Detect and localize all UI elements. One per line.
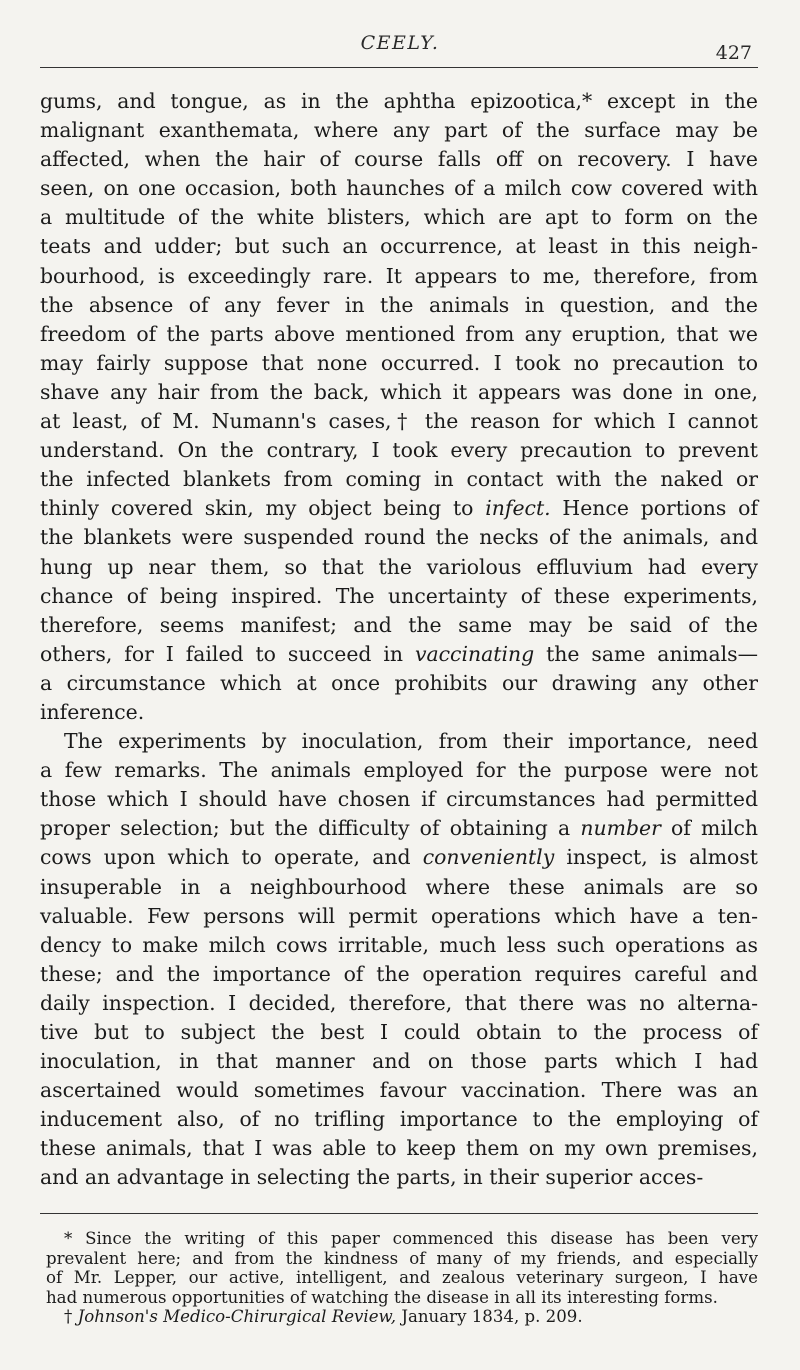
- text-run: hung up near them, so that the variolous effluvium had every: [40, 554, 758, 579]
- text-line: [40, 494, 758, 523]
- text-run: the infected blankets from coming in contact with the naked or: [40, 467, 758, 492]
- text-run: The experiments by inoculation, from their importance, need: [64, 729, 758, 754]
- text-run: malignant exanthemata, where any part of the surface may be: [40, 118, 758, 143]
- text-run: * Since the writing of this paper commenced this disease has been very: [64, 1229, 758, 1248]
- text-line: [40, 814, 758, 843]
- text-run: shave any hair from the back, which it appears was done in one,: [40, 379, 758, 404]
- text-line: [40, 611, 758, 640]
- text-line: [40, 1134, 758, 1163]
- text-line: [40, 523, 758, 552]
- text-line: [40, 931, 758, 960]
- footnote-line: [46, 1249, 758, 1269]
- text-line: [40, 232, 758, 261]
- text-line: [40, 465, 758, 494]
- text-line: [40, 407, 758, 436]
- text-run: gums, and tongue, as in the aphtha epizootica,* except in the: [40, 89, 758, 113]
- text-run: a circumstance which at once prohibits our drawing any other: [40, 670, 758, 695]
- text-run: cows upon which to operate, and: [40, 845, 423, 870]
- text-run: others, for I failed to succeed in: [40, 641, 415, 666]
- text-line: [40, 669, 758, 698]
- header-rule: [40, 67, 758, 68]
- text-run: had numerous opportunities of watching the disease in all its interesting forms.: [46, 1287, 718, 1307]
- page-number: 427: [715, 42, 752, 64]
- text-run: may fairly suppose that none occurred. I took no precaution to: [40, 350, 758, 375]
- text-line: [40, 873, 758, 902]
- text-line: [40, 785, 758, 814]
- text-run: the same animals—: [534, 641, 758, 666]
- footnote-line: [46, 1268, 758, 1288]
- text-run: chance of being inspired. The uncertainty of these experiments,: [40, 583, 758, 608]
- text-run: seen, on one occasion, both haunches of a milch cow covered with: [40, 176, 758, 201]
- text-run: Hence portions of: [550, 496, 758, 521]
- text-run: inducement also, of no trifling importance to the employing of: [40, 1107, 758, 1132]
- text-run: of milch: [660, 816, 758, 841]
- text-run: bourhood, is exceedingly rare. It appears to me, therefore, from: [40, 263, 758, 288]
- text-run: insuperable in a neighbourhood where these animals are so: [40, 874, 758, 899]
- text-line: [40, 320, 758, 349]
- text-line: [40, 902, 758, 931]
- text-line: [40, 87, 758, 116]
- text-line: [40, 698, 758, 727]
- text-run: thinly covered skin, my object being to: [40, 496, 486, 521]
- text-run: proper selection; but the difficulty of obtaining a: [40, 816, 581, 841]
- text-run: a few remarks. The animals employed for the purpose were not: [40, 758, 758, 783]
- text-run: these; and the importance of the operation requires careful and: [40, 961, 758, 986]
- text-run: affected, when the hair of course falls off on recovery. I have: [40, 147, 758, 172]
- text-run: those which I should have chosen if circumstances had permitted: [40, 787, 758, 812]
- footnote-line: [46, 1307, 758, 1327]
- text-line: [40, 1076, 758, 1105]
- text-run: of Mr. Lepper, our active, intelligent, and zealous veterinary surgeon, I have: [46, 1268, 758, 1288]
- italic-text: number: [580, 816, 661, 841]
- text-line: [40, 727, 758, 756]
- text-run: dency to make milch cows irritable, much less such operations as: [40, 932, 758, 957]
- text-run: freedom of the parts above mentioned from any eruption, that we: [40, 321, 758, 346]
- text-line: [40, 756, 758, 785]
- text-line: [40, 989, 758, 1018]
- text-line: [40, 843, 758, 872]
- italic-text: vaccinating: [414, 641, 535, 666]
- text-run: daily inspection. I decided, therefore, that there was no alterna-: [40, 990, 758, 1015]
- body-text: [40, 87, 758, 1193]
- text-line: [40, 145, 758, 174]
- text-run: understand. On the contrary, I took every precaution to prevent: [40, 438, 758, 463]
- text-run: the blankets were suspended round the necks of the animals, and: [40, 525, 758, 550]
- text-run: therefore, seems manifest; and the same may be said of the: [40, 612, 758, 637]
- text-run: these animals, that I was able to keep them on my own premises,: [40, 1136, 758, 1161]
- running-title: CEELY.: [360, 32, 440, 54]
- text-run: valuable. Few persons will permit operations which have a ten-: [40, 903, 758, 928]
- text-run: ascertained would sometimes favour vaccination. There was an: [40, 1078, 758, 1103]
- text-run: a multitude of the white blisters, which are apt to form on the: [40, 205, 758, 230]
- text-line: [40, 378, 758, 407]
- italic-text: Johnson's Medico-Chirurgical Review,: [77, 1307, 397, 1327]
- footnotes: [46, 1229, 758, 1327]
- italic-text: conveniently: [422, 845, 555, 870]
- text-line: [40, 1105, 758, 1134]
- text-line: [40, 349, 758, 378]
- text-run: prevalent here; and from the kindness of many of my friends, and especially: [46, 1248, 758, 1268]
- text-run: teats and udder; but such an occurrence, at least in this neigh-: [40, 234, 758, 259]
- text-line: [40, 1018, 758, 1047]
- text-line: [40, 640, 758, 669]
- text-line: [40, 436, 758, 465]
- text-line: [40, 1163, 758, 1192]
- text-line: [40, 291, 758, 320]
- text-run: the absence of any fever in the animals in question, and the: [40, 292, 758, 317]
- text-run: inference.: [40, 699, 145, 724]
- text-run: at least, of M. Numann's cases,† the reason for which I cannot: [40, 409, 758, 434]
- text-line: [40, 960, 758, 989]
- text-run: inspect, is almost: [554, 845, 758, 870]
- text-line: [40, 582, 758, 611]
- text-line: [40, 203, 758, 232]
- text-run: tive but to subject the best I could obtain to the process of: [40, 1020, 758, 1044]
- text-line: [40, 553, 758, 582]
- text-run: and an advantage in selecting the parts, in their superior acces-: [40, 1165, 704, 1190]
- text-line: [40, 262, 758, 291]
- text-line: [40, 174, 758, 203]
- text-line: [40, 1047, 758, 1076]
- text-run: inoculation, in that manner and on those parts which I had: [40, 1049, 758, 1074]
- text-run: January 1834, p. 209.: [396, 1307, 583, 1327]
- footnote-line: [46, 1229, 758, 1249]
- running-head: [0, 32, 800, 62]
- text-line: [40, 116, 758, 145]
- footnote-rule: [40, 1213, 758, 1214]
- italic-text: infect.: [485, 496, 551, 521]
- footnote-line: [46, 1288, 758, 1308]
- text-run: †: [64, 1307, 78, 1327]
